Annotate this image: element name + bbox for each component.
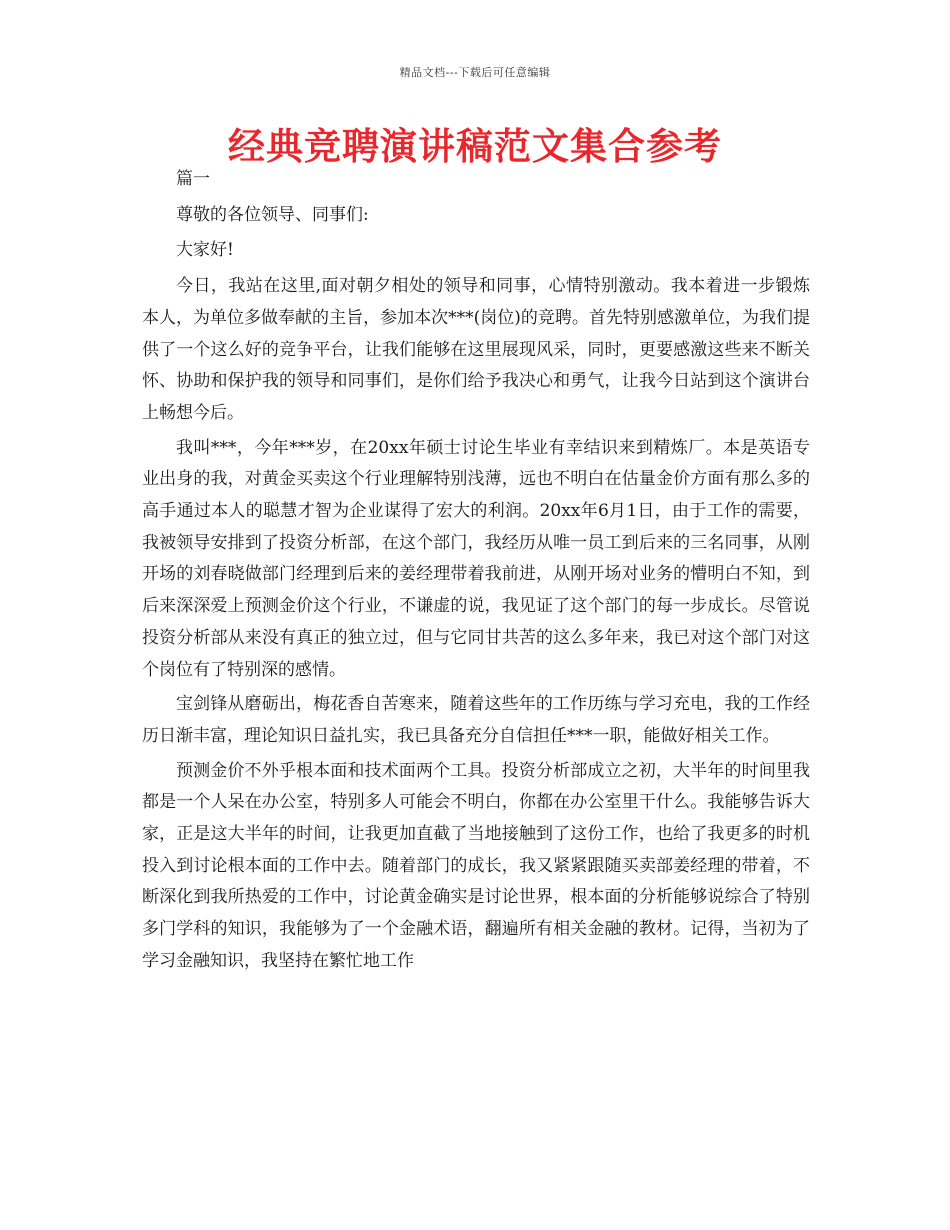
greeting: 大家好! bbox=[176, 240, 234, 261]
header-note: 精品文档---下载后可任意编辑 bbox=[399, 66, 551, 79]
document-title: 经典竞聘演讲稿范文集合参考 bbox=[228, 125, 722, 168]
section-label: 篇一 bbox=[176, 169, 210, 189]
body-paragraph: 宝剑锋从磨砺出，梅花香自苦寒来，随着这些年的工作历练与学习充电，我的工作经历日渐丰富，理论知识日益扎实，我已具备充分自信担任***一职，能做好相关工作。 bbox=[142, 694, 810, 746]
body-paragraph: 我叫***，今年***岁，在20xx年硕士讨论生毕业有幸结识来到精炼厂。本是英语专业出身的我，对黄金买卖这个行业理解特别浅薄，远也不明白在估量金价方面有那么多的高手通过本人的聪慧才智为企业谋得了宏大的利润。20xx年6月1日，由于工作的需要，我被领导安排到了投资分析部，在这个部门，我经历从唯一员工到后来的三名同事，从刚开场的刘春晓做部门经理到后来的姜经理带着我前进，从刚开场对业务的懵明白不知，到后来深深爱上预测金价这个行业，不谦虚的说，我见证了这个部门的每一步成长。尽管说投资分析部从来没有真正的独立过，但与它同甘共苦的这么多年来，我已对这个部门对这个岗位有了特别深的感情。 bbox=[142, 437, 810, 680]
body-paragraph: 预测金价不外乎根本面和技术面两个工具。投资分析部成立之初，大半年的时间里我都是一个人呆在办公室，特别多人可能会不明白，你都在办公室里干什么。我能够告诉大家，正是这大半年的时间，让我更加直截了当地接触到了这份工作，也给了我更多的时机投入到讨论根本面的工作中去。随着部门的成长，我又紧紧跟随买卖部姜经理的带着，不断深化到我所热爱的工作中，讨论黄金确实是讨论世界，根本面的分析能够说综合了特别多门学科的知识，我能够为了一个金融术语，翻遍所有相关金融的教材。记得，当初为了学习金融知识，我坚持在繁忙地工作 bbox=[142, 760, 810, 971]
document-body bbox=[142, 164, 810, 981]
body-paragraph: 今日，我站在这里,面对朝夕相处的领导和同事，心情特别激动。我本着进一步锻炼本人，为单位多做奉献的主旨，参加本次***(岗位)的竞聘。首先特别感激单位，为我们提供了一个这么好的竞争平台，让我们能够在这里展现风采，同时，更要感激这些来不断关怀、协助和保护我的领导和同事们，是你们给予我决心和勇气，让我今日站到这个演讲台上畅想今后。 bbox=[142, 276, 810, 423]
salutation: 尊敬的各位领导、同事们: bbox=[176, 204, 369, 225]
